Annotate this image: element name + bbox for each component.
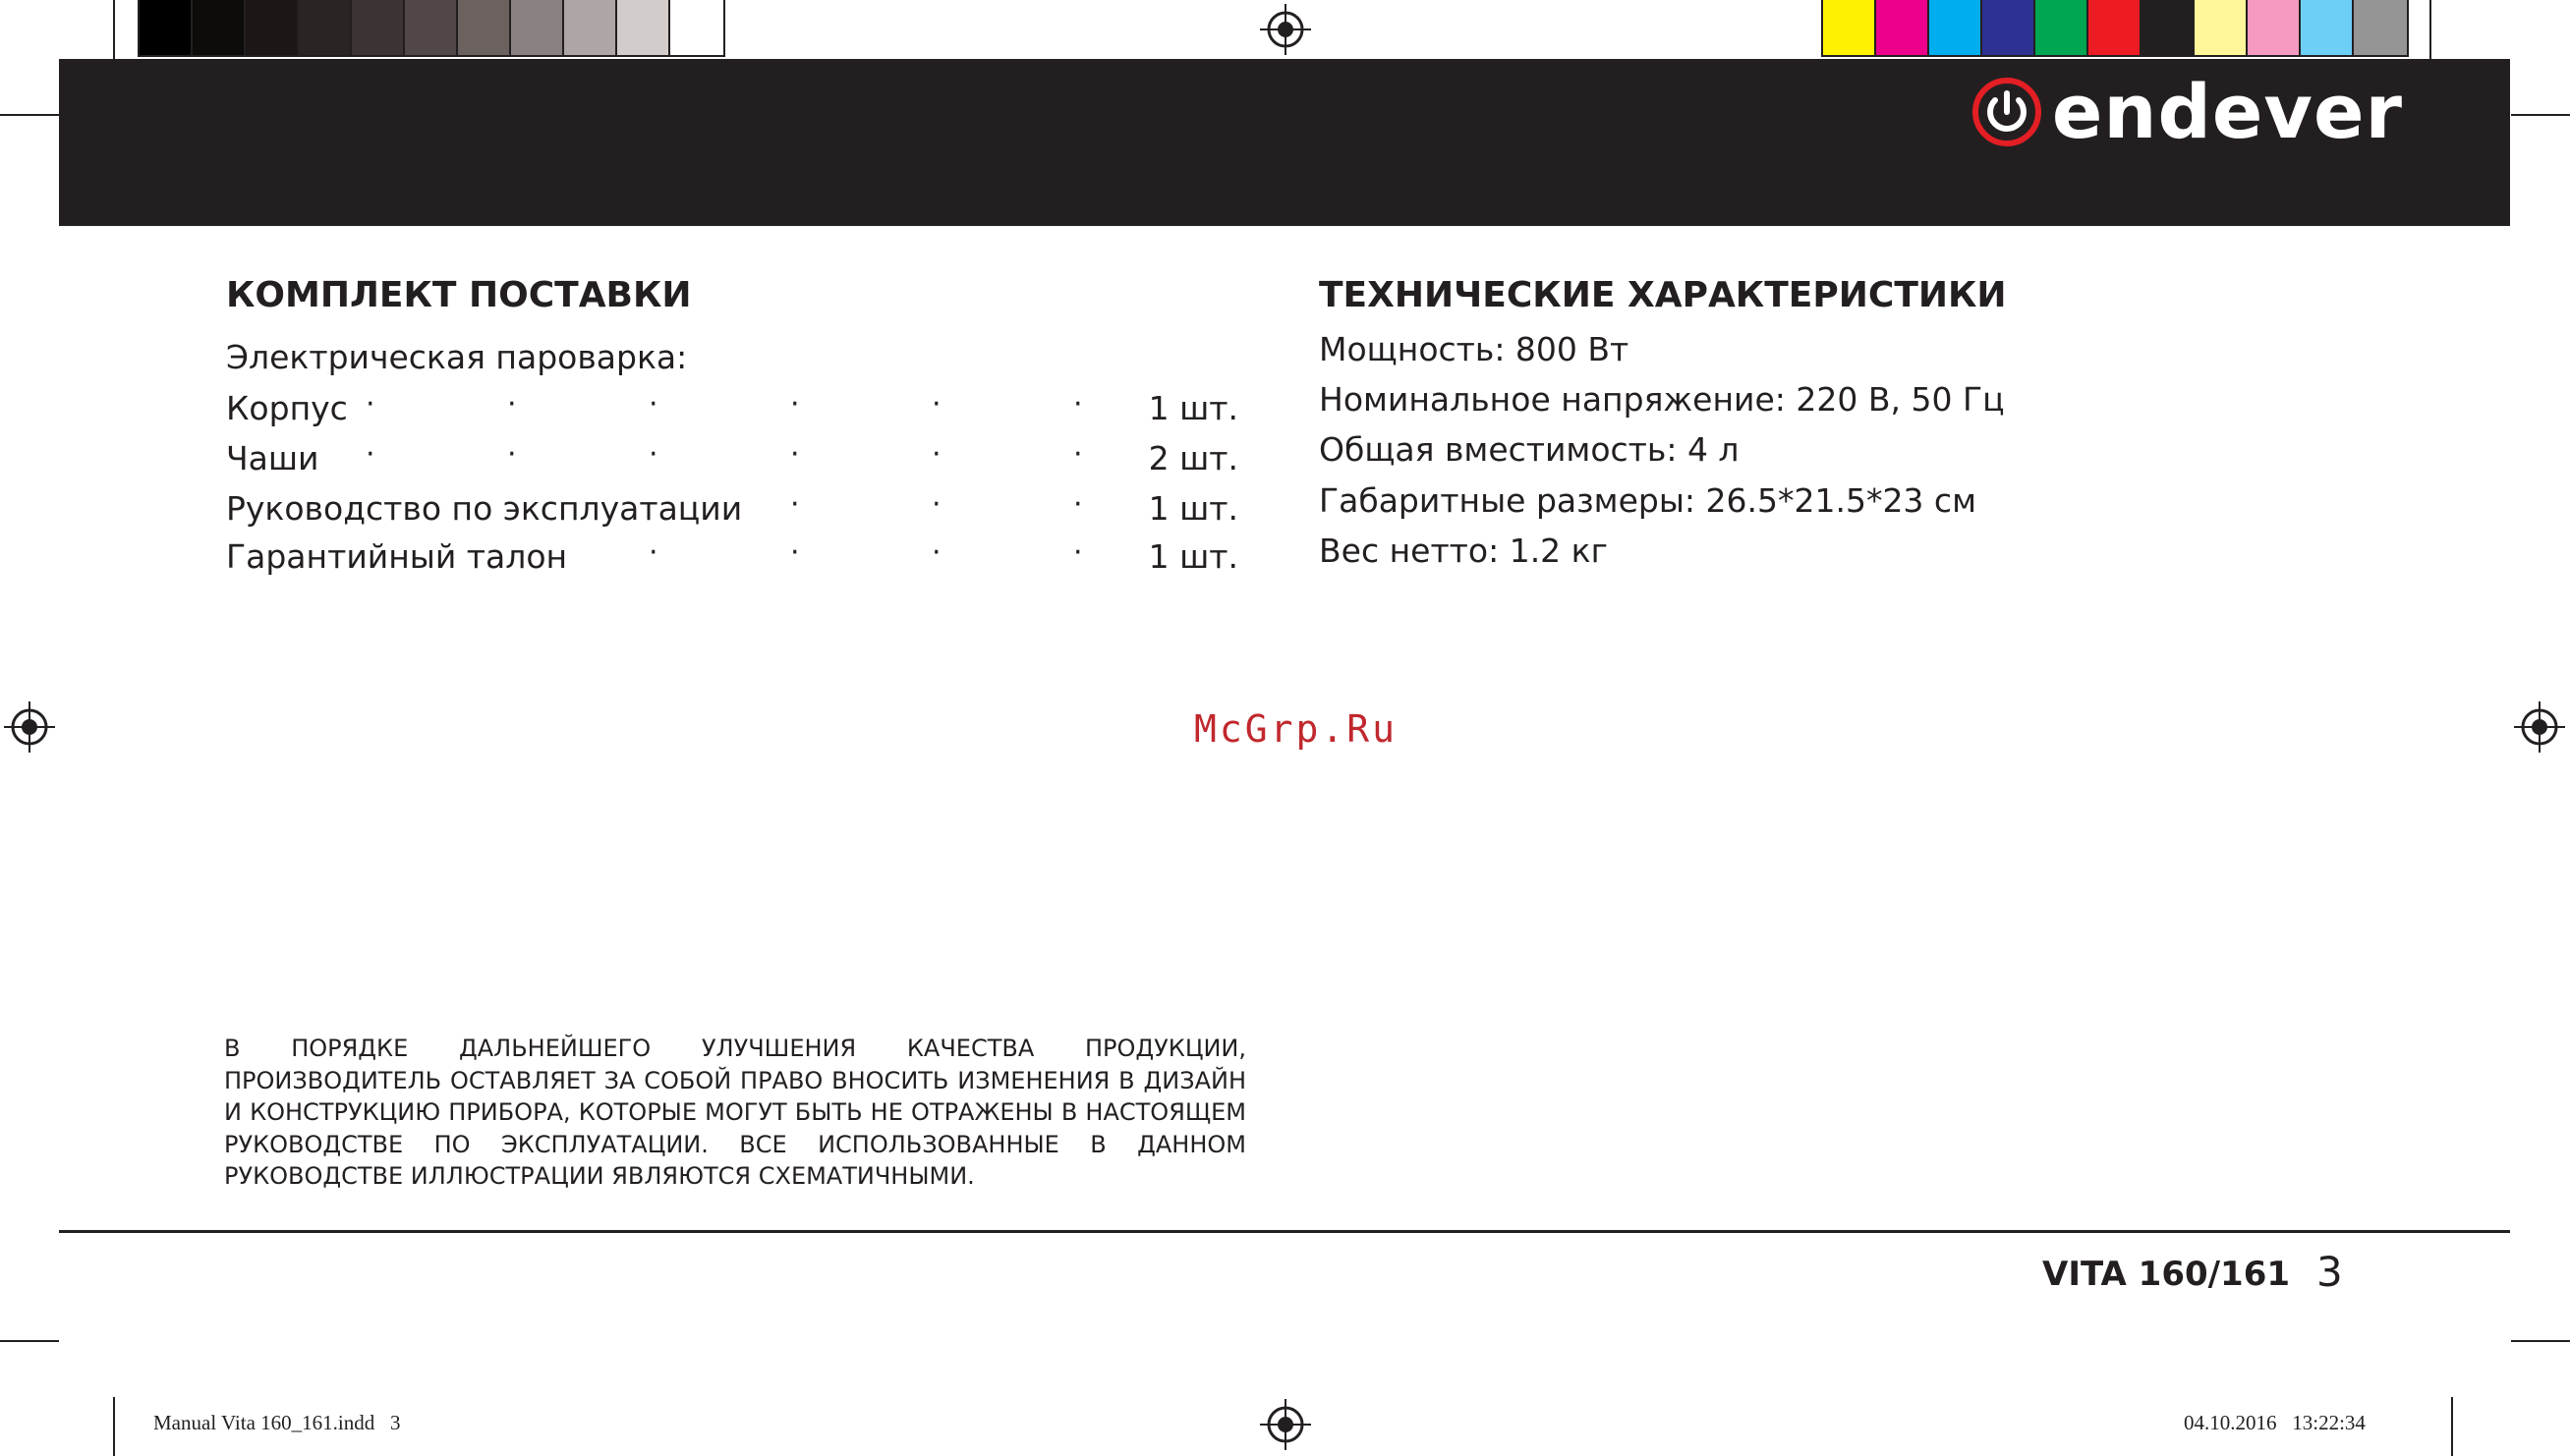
color-swatch xyxy=(2195,0,2248,55)
item-label: Чаши xyxy=(226,439,319,477)
leader-dot: · xyxy=(649,387,658,421)
registration-mark-icon xyxy=(1260,1399,1311,1450)
crop-mark xyxy=(113,1397,115,1456)
leader-dot: · xyxy=(507,437,517,472)
page-number: 3 xyxy=(2316,1248,2343,1296)
color-swatch xyxy=(299,0,352,55)
power-icon xyxy=(1971,77,2042,147)
color-swatch xyxy=(1929,0,1982,55)
list-item xyxy=(226,389,1238,434)
color-swatch xyxy=(193,0,246,55)
specs-title: ТЕХНИЧЕСКИЕ ХАРАКТЕРИСТИКИ xyxy=(1319,275,2007,315)
registration-mark-icon xyxy=(1260,4,1311,55)
disclaimer-notice: В ПОРЯДКЕ ДАЛЬНЕЙШЕГО УЛУЧШЕНИЯ КАЧЕСТВА ПРОДУКЦИИ, ПРОИЗВОДИТЕЛЬ ОСТАВЛЯЕТ ЗА СОБОЙ ПРАВО ВНОСИТЬ ИЗМЕНЕНИЯ В ДИЗАЙН И КОНСТРУКЦИЮ ПРИБОРА, КОТОРЫЕ МОГУТ БЫТЬ НЕ ОТРАЖЕНЫ В НАСТОЯЩЕМ РУКОВОДСТВЕ ПО ЭКСПЛУАТАЦИИ. ВСЕ ИСПОЛЬЗОВАННЫЕ В ДАННОМ РУКОВОДСТВЕ ИЛЛЮСТРАЦИИ ЯВЛЯЮТСЯ СХЕМАТИЧНЫМИ. xyxy=(224,1035,1246,1190)
crop-mark xyxy=(2429,0,2431,59)
leader-dot: · xyxy=(932,437,942,472)
footer-divider xyxy=(59,1230,2510,1233)
item-quantity: 1 шт. xyxy=(1148,537,1238,576)
leader-dot: · xyxy=(932,487,942,522)
model-name: VITA 160/161 xyxy=(2042,1255,2291,1294)
color-swatch xyxy=(1823,0,1876,55)
leader-dot: · xyxy=(507,387,517,421)
leader-dot: · xyxy=(790,387,800,421)
package-title: КОМПЛЕКТ ПОСТАВКИ xyxy=(226,275,692,315)
color-swatch xyxy=(2088,0,2142,55)
slug-filename: Manual Vita 160_161.indd 3 xyxy=(153,1411,401,1434)
crop-mark xyxy=(2511,114,2570,116)
color-swatch xyxy=(405,0,458,55)
leader-dot: · xyxy=(790,437,800,472)
crop-mark xyxy=(2511,1340,2570,1342)
color-swatch xyxy=(511,0,564,55)
color-swatch xyxy=(458,0,511,55)
color-swatch xyxy=(2248,0,2301,55)
logo-wordmark: endever xyxy=(2051,68,2403,155)
spec-line: Мощность: 800 Вт xyxy=(1319,330,1629,368)
brand-logo xyxy=(1971,68,2403,155)
color-swatch xyxy=(1876,0,1929,55)
crop-mark xyxy=(2451,1397,2453,1456)
color-swatch xyxy=(670,0,723,55)
leader-dot: · xyxy=(790,487,800,522)
item-label: Гарантийный талон xyxy=(226,537,568,576)
watermark: McGrp.Ru xyxy=(1194,707,1399,751)
package-intro: Электрическая пароварка: xyxy=(226,338,688,376)
list-item xyxy=(226,439,1238,484)
spec-line: Вес нетто: 1.2 кг xyxy=(1319,532,1608,570)
slug-timestamp: 04.10.2016 13:22:34 xyxy=(2184,1411,2366,1434)
spec-line: Номинальное напряжение: 220 В, 50 Гц xyxy=(1319,380,2005,419)
leader-dot: · xyxy=(366,437,375,472)
crop-mark xyxy=(113,0,115,59)
grayscale-color-bar xyxy=(138,0,725,57)
color-swatch xyxy=(2035,0,2088,55)
registration-mark-icon xyxy=(4,701,55,753)
leader-dot: · xyxy=(1073,535,1083,570)
item-quantity: 2 шт. xyxy=(1148,439,1238,477)
leader-dot: · xyxy=(932,387,942,421)
registration-mark-icon xyxy=(2514,701,2565,753)
item-label: Корпус xyxy=(226,389,348,427)
color-swatch xyxy=(246,0,299,55)
leader-dot: · xyxy=(1073,387,1083,421)
color-swatch xyxy=(2142,0,2195,55)
leader-dot: · xyxy=(790,535,800,570)
spec-line: Общая вместимость: 4 л xyxy=(1319,430,1740,469)
leader-dot: · xyxy=(1073,487,1083,522)
leader-dot: · xyxy=(1073,437,1083,472)
color-swatch xyxy=(2301,0,2354,55)
item-label: Руководство по эксплуатации xyxy=(226,489,743,528)
item-quantity: 1 шт. xyxy=(1148,489,1238,528)
spec-line: Габаритные размеры: 26.5*21.5*23 см xyxy=(1319,481,1976,520)
color-swatch xyxy=(2354,0,2407,55)
process-color-bar xyxy=(1821,0,2409,57)
list-item xyxy=(226,489,1238,534)
leader-dot: · xyxy=(649,535,658,570)
leader-dot: · xyxy=(932,535,942,570)
leader-dot: · xyxy=(649,437,658,472)
item-quantity: 1 шт. xyxy=(1148,389,1238,427)
leader-dot: · xyxy=(366,387,375,421)
color-swatch xyxy=(352,0,405,55)
list-item xyxy=(226,537,1238,583)
color-swatch xyxy=(617,0,670,55)
crop-mark xyxy=(0,114,59,116)
color-swatch xyxy=(140,0,193,55)
crop-mark xyxy=(0,1340,59,1342)
color-swatch xyxy=(564,0,617,55)
color-swatch xyxy=(1982,0,2035,55)
